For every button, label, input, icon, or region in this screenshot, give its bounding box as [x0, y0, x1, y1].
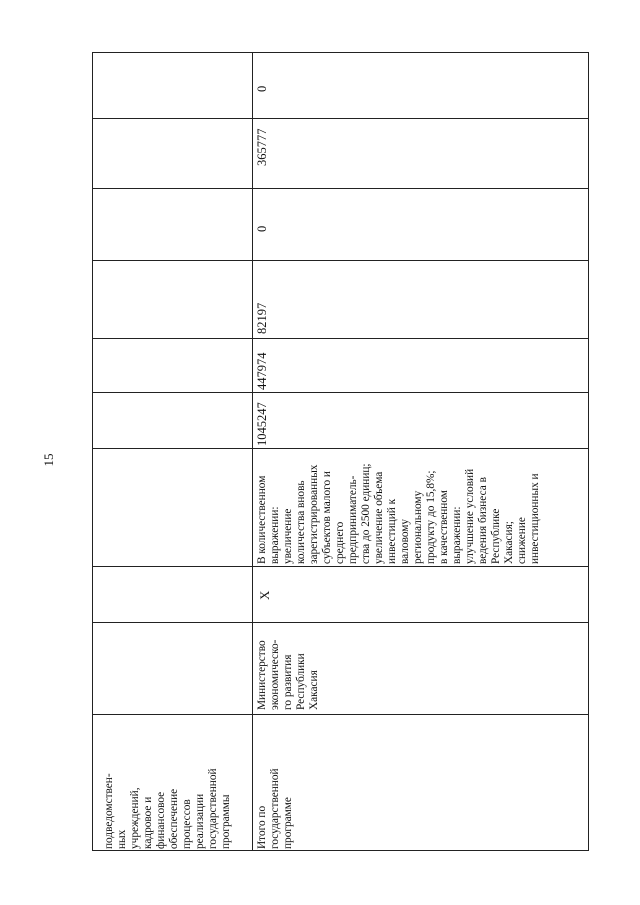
table-border-right — [588, 52, 589, 851]
column-divider — [92, 566, 589, 567]
cell-value-5: 365777 — [255, 128, 269, 166]
cell-total-result: В количественном выражении: увеличение количества вновь зарегистрированных субъектов малого и среднего предприниматель- ства до 2500 единиц; увеличение объема инвестиций к валовому региональному продукту до 15,8%; в качественном выражении: улучшение условий ведения бизнеса в Республике Хакасия; снижение инвестиционных и — [256, 463, 541, 564]
page-number: 15 — [41, 453, 56, 467]
column-divider — [92, 622, 589, 623]
table-border-top — [92, 52, 589, 53]
cell-total-executor: Министерство экономическо- го развития Республики Хакасия — [256, 639, 320, 710]
column-divider — [92, 448, 589, 449]
cell-value-3: 82197 — [255, 302, 269, 334]
cell-total-name: Итого по государственной программе — [256, 768, 294, 849]
column-divider — [92, 392, 589, 393]
cell-value-1: 1045247 — [255, 402, 269, 446]
cell-value-6: 0 — [255, 85, 269, 92]
cell-previous-name: подведомствен- ных учреждений, кадровое и финансовое обеспечение процессов реализации государственной программы — [103, 768, 232, 849]
column-divider — [92, 188, 589, 189]
cell-value-2: 447974 — [255, 352, 269, 390]
column-divider — [92, 714, 589, 715]
table-border-bottom — [92, 850, 589, 851]
column-divider — [92, 260, 589, 261]
cell-total-mark: Х — [257, 590, 272, 600]
row-divider — [252, 52, 253, 851]
column-divider — [92, 118, 589, 119]
table-border-left — [92, 52, 93, 851]
column-divider — [92, 338, 589, 339]
cell-value-4: 0 — [255, 225, 269, 232]
